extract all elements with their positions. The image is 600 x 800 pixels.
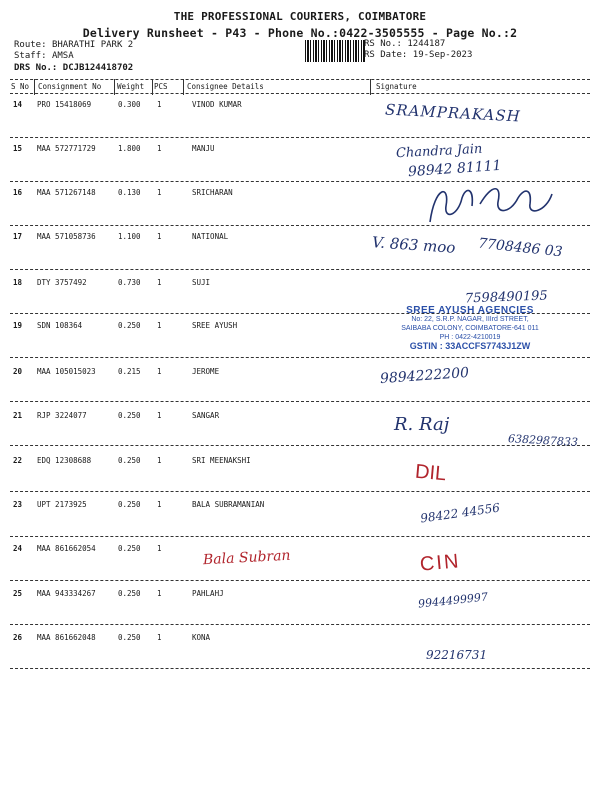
row-weight: 0.250 <box>118 544 141 553</box>
row-sno: 17 <box>13 232 23 241</box>
row-sno: 20 <box>13 367 23 376</box>
handwritten-signature: V. 863 moo <box>371 233 456 257</box>
row-rule <box>10 357 590 358</box>
col-divider <box>152 79 153 95</box>
col-divider <box>34 79 35 95</box>
handwritten-phone: 98422 44556 <box>419 500 501 526</box>
row-rule <box>10 580 590 581</box>
row-consignment: MAA 105015023 <box>37 367 96 376</box>
row-weight: 0.250 <box>118 589 141 598</box>
row-weight: 0.730 <box>118 278 141 287</box>
row-pcs: 1 <box>157 411 162 420</box>
row-sno: 21 <box>13 411 23 420</box>
col-divider <box>370 79 371 95</box>
drs-value: DCJB124418702 <box>62 63 134 73</box>
row-sno: 15 <box>13 144 23 153</box>
row-consignee: SUJI <box>192 278 211 287</box>
row-consignment: RJP 3224077 <box>37 411 87 420</box>
drs-label: DRS No.: <box>14 63 58 73</box>
row-sno: 26 <box>13 633 23 642</box>
row-sno: 23 <box>13 500 23 509</box>
row-consignee: SREE AYUSH <box>192 321 238 330</box>
stamp-address-2: SAIBABA COLONY, COIMBATORE-641 011 <box>401 325 539 332</box>
row-rule <box>10 269 590 270</box>
row-consignment: DTY 3757492 <box>37 278 87 287</box>
row-weight: 0.250 <box>118 500 141 509</box>
row-consignment: PRO 15418069 <box>37 100 92 109</box>
table-row <box>0 541 600 585</box>
col-pcs: PCS <box>154 82 168 91</box>
row-rule <box>10 401 590 402</box>
row-consignment: UPT 2173925 <box>37 500 87 509</box>
row-consignee: KONA <box>192 633 211 642</box>
row-pcs: 1 <box>157 100 162 109</box>
agency-stamp <box>380 306 560 351</box>
row-rule <box>10 536 590 537</box>
stamp-address-1: No: 22, S.R.P. NAGAR, IIIrd STREET, <box>411 316 529 323</box>
row-consignee: PAHLAHJ <box>192 589 224 598</box>
row-consignee: VINOD KUMAR <box>192 100 242 109</box>
rs-no-value: 1244187 <box>407 39 446 49</box>
row-sno: 14 <box>13 100 23 109</box>
row-consignment: MAA 861662054 <box>37 544 96 553</box>
row-weight: 0.250 <box>118 321 141 330</box>
row-consignee: SRICHARAN <box>192 188 233 197</box>
row-pcs: 1 <box>157 544 162 553</box>
row-consignment: SDN 108364 <box>37 321 83 330</box>
row-consignee: JEROME <box>192 367 220 376</box>
row-consignee: SRI MEENAKSHI <box>192 456 251 465</box>
row-consignee: NATIONAL <box>192 232 229 241</box>
col-divider <box>183 79 184 95</box>
header-bottom-rule <box>10 93 590 94</box>
handwritten-phone: 7708486 03 <box>477 235 564 261</box>
rs-no-label: RS No.: <box>364 39 402 49</box>
stamp-gstin: GSTIN : 33ACCFS7743J1ZW <box>409 341 531 351</box>
company-title: THE PROFESSIONAL COURIERS, COIMBATORE <box>173 10 427 23</box>
handwritten-signature: DIL <box>414 460 448 486</box>
row-consignment: MAA 861662048 <box>37 633 96 642</box>
row-sno: 19 <box>13 321 23 330</box>
handwritten-phone: 98942 81111 <box>407 157 502 181</box>
staff-value: AMSA <box>51 51 74 61</box>
row-weight: 0.215 <box>118 367 141 376</box>
row-pcs: 1 <box>157 500 162 509</box>
route-label: Route: <box>14 40 47 50</box>
handwritten-consignee-name: Bala Subran <box>202 547 291 569</box>
handwritten-phone: 7598490195 <box>464 288 548 307</box>
handwritten-phone: 9894222200 <box>379 364 470 388</box>
row-sno: 18 <box>13 278 23 287</box>
row-consignment: MAA 571058736 <box>37 232 96 241</box>
row-consignment: MAA 943334267 <box>37 589 96 598</box>
row-pcs: 1 <box>157 367 162 376</box>
row-pcs: 1 <box>157 321 162 330</box>
row-rule <box>10 668 590 669</box>
row-sno: 25 <box>13 589 23 598</box>
row-rule <box>10 137 590 138</box>
staff-line <box>14 51 74 61</box>
drs-line <box>14 63 133 73</box>
row-weight: 0.130 <box>118 188 141 197</box>
handwritten-signature <box>400 176 570 232</box>
route-value: BHARATHI PARK 2 <box>51 40 134 50</box>
handwritten-phone: 92216731 <box>426 648 488 662</box>
row-weight: 1.100 <box>118 232 141 241</box>
rs-no-line <box>364 39 445 49</box>
row-weight: 0.300 <box>118 100 141 109</box>
row-weight: 1.800 <box>118 144 141 153</box>
staff-label: Staff: <box>14 51 47 61</box>
row-pcs: 1 <box>157 278 162 287</box>
col-signature: Signature <box>376 82 417 91</box>
row-consignee: BALA SUBRAMANIAN <box>192 500 265 509</box>
row-consignment: MAA 571267148 <box>37 188 96 197</box>
col-sno: S No <box>11 82 30 91</box>
row-pcs: 1 <box>157 188 162 197</box>
table-row <box>0 497 600 541</box>
row-consignee: SANGAR <box>192 411 220 420</box>
col-divider <box>114 79 115 95</box>
rs-date-line <box>364 50 472 60</box>
handwritten-signature: CIN <box>419 550 462 576</box>
row-weight: 0.250 <box>118 411 141 420</box>
row-rule <box>10 624 590 625</box>
row-pcs: 1 <box>157 144 162 153</box>
handwritten-phone: 9944499997 <box>417 590 489 611</box>
row-rule <box>10 491 590 492</box>
row-pcs: 1 <box>157 589 162 598</box>
col-consignee: Consignee Details <box>187 82 264 91</box>
rs-date-value: 19-Sep-2023 <box>412 50 473 60</box>
row-sno: 24 <box>13 544 23 553</box>
row-consignment: MAA 572771729 <box>37 144 96 153</box>
handwritten-signature: Chandra Jain <box>395 141 483 162</box>
row-pcs: 1 <box>157 633 162 642</box>
row-pcs: 1 <box>157 232 162 241</box>
handwritten-signature: R. Raj <box>394 414 450 435</box>
col-weight: Weight <box>117 82 145 91</box>
row-consignment: EDQ 12308688 <box>37 456 92 465</box>
row-sno: 16 <box>13 188 23 197</box>
row-consignee: MANJU <box>192 144 215 153</box>
rs-date-label: RS Date: <box>364 50 408 60</box>
barcode <box>305 40 365 62</box>
row-pcs: 1 <box>157 456 162 465</box>
stamp-name: SREE AYUSH AGENCIES <box>406 305 534 316</box>
route-line <box>14 40 133 50</box>
handwritten-signature: SRAMPRAKASH <box>384 100 522 126</box>
row-rule <box>10 445 590 446</box>
stamp-phone: PH : 0422-4210019 <box>439 334 501 341</box>
row-weight: 0.250 <box>118 456 141 465</box>
handwritten-phone: 6382987833 <box>507 432 579 449</box>
row-weight: 0.250 <box>118 633 141 642</box>
col-consignment: Consignment No <box>38 82 102 91</box>
runsheet-subtitle: Delivery Runsheet - P43 - Phone No.:0422-3505555 - Page No.:2 <box>82 26 518 40</box>
row-sno: 22 <box>13 456 23 465</box>
